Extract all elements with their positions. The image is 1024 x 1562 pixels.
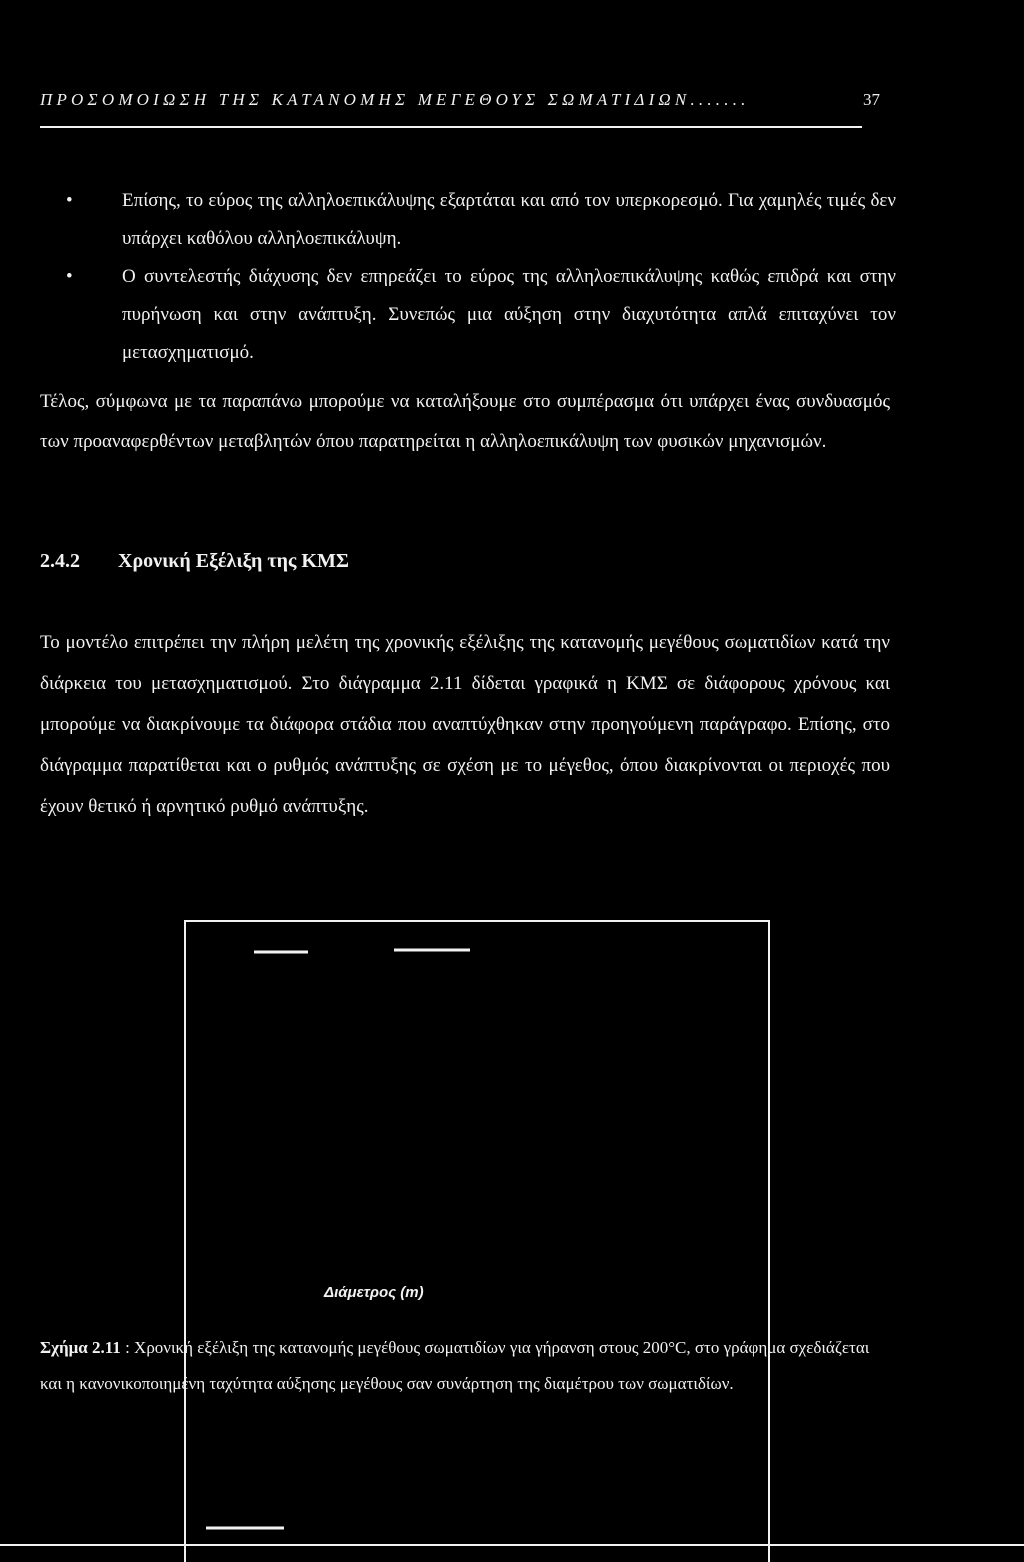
bullet-list [66, 182, 896, 372]
section-number: 2.4.2 [40, 550, 80, 572]
figure-plot [186, 922, 768, 1562]
section-title: Χρονική Εξέλιξη της ΚΜΣ [118, 550, 349, 572]
bullet-item: • Ο συντελεστής διάχυσης δεν επηρεάζει το εύρος της αλληλοεπικάλυψης καθώς επιδρά και στην πυρήνωση και στην ανάπτυξη. Συνεπώς μια αύξηση στην διαχυτότητα απλά επιταχύνει τον μετασχηματισμό. [66, 258, 896, 372]
caption-text: : Χρονική εξέλιξη της κατανομής μεγέθους σωματιδίων για γήρανση στους 200°C, στο γράφημα σχεδιάζεται και η κανονικοποιημένη ταχύτητα αύξησης μεγέθους σαν συνάρτηση της διαμέτρου των σωματιδίων. [40, 1338, 870, 1393]
x-axis-label: Διάμετρος (m) [324, 1284, 424, 1301]
caption-label: Σχήμα 2.11 [40, 1338, 121, 1357]
figure-frame [184, 920, 770, 1562]
running-header [40, 90, 880, 138]
page-number: 37 [863, 90, 880, 109]
section-paragraph: Το μοντέλο επιτρέπει την πλήρη μελέτη της χρονικής εξέλιξης της κατανομής μεγέθους σωματιδίων κατά την διάρκεια του μετασχηματισμού. Στο διάγραμμα 2.11 δίδεται γραφικά η ΚΜΣ σε διάφορους χρόνους και μπορούμε να διακρίνουμε τα διάφορα στάδια που αναπτύχθηκαν στην προηγούμενη παράγραφο. Επίσης, στο διάγραμμα παρατίθεται και ο ρυθμός ανάπτυξης σε σχέση με το μέγεθος, όπου διακρίνονται οι περιοχές που έχουν θετικό ή αρνητικό ρυθμό ανάπτυξης. [40, 632, 890, 817]
footer-rule [0, 1544, 1024, 1546]
section-heading [40, 550, 349, 573]
conclusion-paragraph: Τέλος, σύμφωνα με τα παραπάνω μπορούμε να καταλήξουμε στο συμπέρασμα ότι υπάρχει ένας συνδυασμός των προαναφερθέντων μεταβλητών όπου παρατηρείται η αλληλοεπικάλυψη των φυσικών μηχανισμών. [40, 391, 890, 452]
bullet-item: • Επίσης, το εύρος της αλληλοεπικάλυψης εξαρτάται και από τον υπερκορεσμό. Για χαμηλές τιμές δεν υπάρχει καθόλου αλληλοεπικάλυψη. [66, 182, 896, 258]
running-title: ΠΡΟΣΟΜΟΙΩΣΗ ΤΗΣ ΚΑΤΑΝΟΜΗΣ ΜΕΓΕΘΟΥΣ ΣΩΜΑΤΙΔΙΩΝ....... [40, 90, 750, 109]
figure-caption [40, 1330, 890, 1402]
header-rule [40, 126, 862, 128]
